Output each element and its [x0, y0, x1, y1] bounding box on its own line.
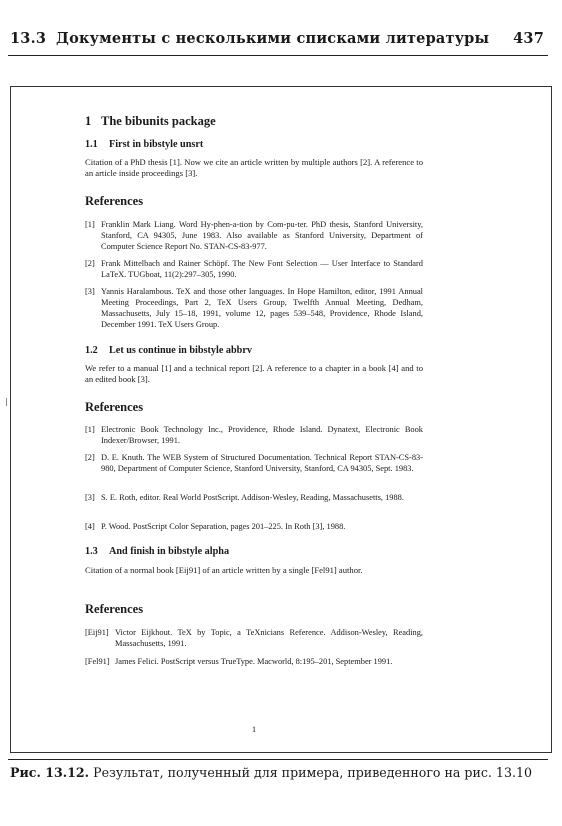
reference-text: P. Wood. PostScript Color Separation, pages 201–225. In Roth [3], 1988.	[101, 522, 346, 531]
subsection-number: 1.3	[85, 546, 98, 557]
reference-text: Franklin Mark Liang. Word Hy-phen-a-tion by Com-pu-ter. PhD thesis, Stanford University, Stanford, CA 94305, June 1983. Also available as Stanford University, Department of Computer Science Report No. STAN-CS-83-977.	[101, 220, 423, 251]
reference-item	[85, 286, 423, 330]
running-head-title: Документы с несколькими списками литературы	[56, 30, 490, 47]
subsection-number: 1.1	[85, 139, 98, 150]
margin-mark	[6, 398, 7, 406]
reference-label: [3]	[85, 287, 95, 296]
reference-item	[85, 627, 423, 649]
section-heading	[85, 114, 216, 129]
section-title: The bibunits package	[101, 114, 216, 128]
reference-label: [2]	[85, 259, 95, 268]
subsection-title: First in bibstyle unsrt	[109, 139, 204, 150]
caption-text: Результат, полученный для примера, приведенного на рис. 13.10	[93, 765, 532, 780]
subsection-heading-1	[85, 139, 203, 150]
reference-item	[85, 452, 423, 474]
reference-text: Yannis Haralambous. TeX and those other languages. In Hope Hamilton, editor, 1991 Annual Meeting Proceedings, Part 2, TeX Users Group, Twelfth Annual Meeting, Dedham, Massachusetts, July 15–18, 1991, volume 12, pages 539–548, Providence, Rhode Island, December 1991. TeX Users Group.	[101, 287, 423, 329]
paragraph-2: We refer to a manual [1] and a technical report [2]. A reference to a chapter in a book [4] and to an edited book [3].	[85, 363, 423, 384]
subsection-number: 1.2	[85, 345, 98, 356]
reference-item	[85, 492, 423, 503]
reference-label: [3]	[85, 493, 95, 502]
references-heading-3: References	[85, 602, 144, 616]
caption-label: Рис. 13.12.	[10, 765, 90, 780]
reference-item	[85, 258, 423, 280]
subsection-heading-3	[85, 546, 229, 557]
reference-item	[85, 424, 423, 446]
figure-frame	[10, 86, 552, 753]
footer-rule	[8, 759, 548, 760]
section-number: 1	[85, 114, 92, 128]
reference-text: D. E. Knuth. The WEB System of Structured Documentation. Technical Report STAN-CS-83-980, Department of Computer Science, Stanford University, Stanford, CA 94305, Sept. 1983.	[101, 453, 423, 473]
reference-label: [1]	[85, 425, 95, 434]
references-heading-1: References	[85, 194, 144, 208]
inner-page-number: 1	[251, 724, 257, 734]
reference-label: [4]	[85, 522, 95, 531]
reference-label: [Eij91]	[85, 628, 109, 637]
reference-label: [1]	[85, 220, 95, 229]
subsection-title: Let us continue in bibstyle abbrv	[109, 345, 252, 356]
reference-item	[85, 521, 423, 532]
reference-text: S. E. Roth, editor. Real World PostScript. Addison-Wesley, Reading, Massachusetts, 1988.	[101, 493, 404, 502]
header-rule	[8, 55, 548, 56]
reference-item	[85, 656, 423, 667]
subsection-title: And finish in bibstyle alpha	[109, 546, 230, 557]
references-heading-2: References	[85, 400, 144, 414]
reference-text: Victor Eijkhout. TeX by Topic, a TeXnicians Reference. Addison-Wesley, Reading, Massachusetts, 1991.	[115, 628, 423, 648]
reference-label: [Fel91]	[85, 657, 110, 666]
running-head-page-number: 437	[513, 30, 544, 47]
reference-text: Electronic Book Technology Inc., Providence, Rhode Island. Dynatext, Electronic Book Indexer/Browser, 1991.	[101, 425, 423, 445]
paragraph-3: Citation of a normal book [Eij91] of an article written by a single [Fel91] author.	[85, 565, 363, 575]
paragraph-1: Citation of a PhD thesis [1]. Now we cite an article written by multiple authors [2]. A reference to an article inside proceedings [3].	[85, 157, 423, 178]
reference-text: James Felici. PostScript versus TrueType. Macworld, 8:195–201, September 1991.	[115, 657, 393, 666]
reference-item	[85, 219, 423, 252]
reference-label: [2]	[85, 453, 95, 462]
figure-caption	[10, 765, 550, 780]
reference-text: Frank Mittelbach and Rainer Schöpf. The New Font Selection — User Interface to Standard LaTeX. TUGboat, 11(2):297–305, 1990.	[101, 259, 423, 279]
running-head-section: 13.3	[10, 30, 47, 47]
subsection-heading-2	[85, 345, 252, 356]
